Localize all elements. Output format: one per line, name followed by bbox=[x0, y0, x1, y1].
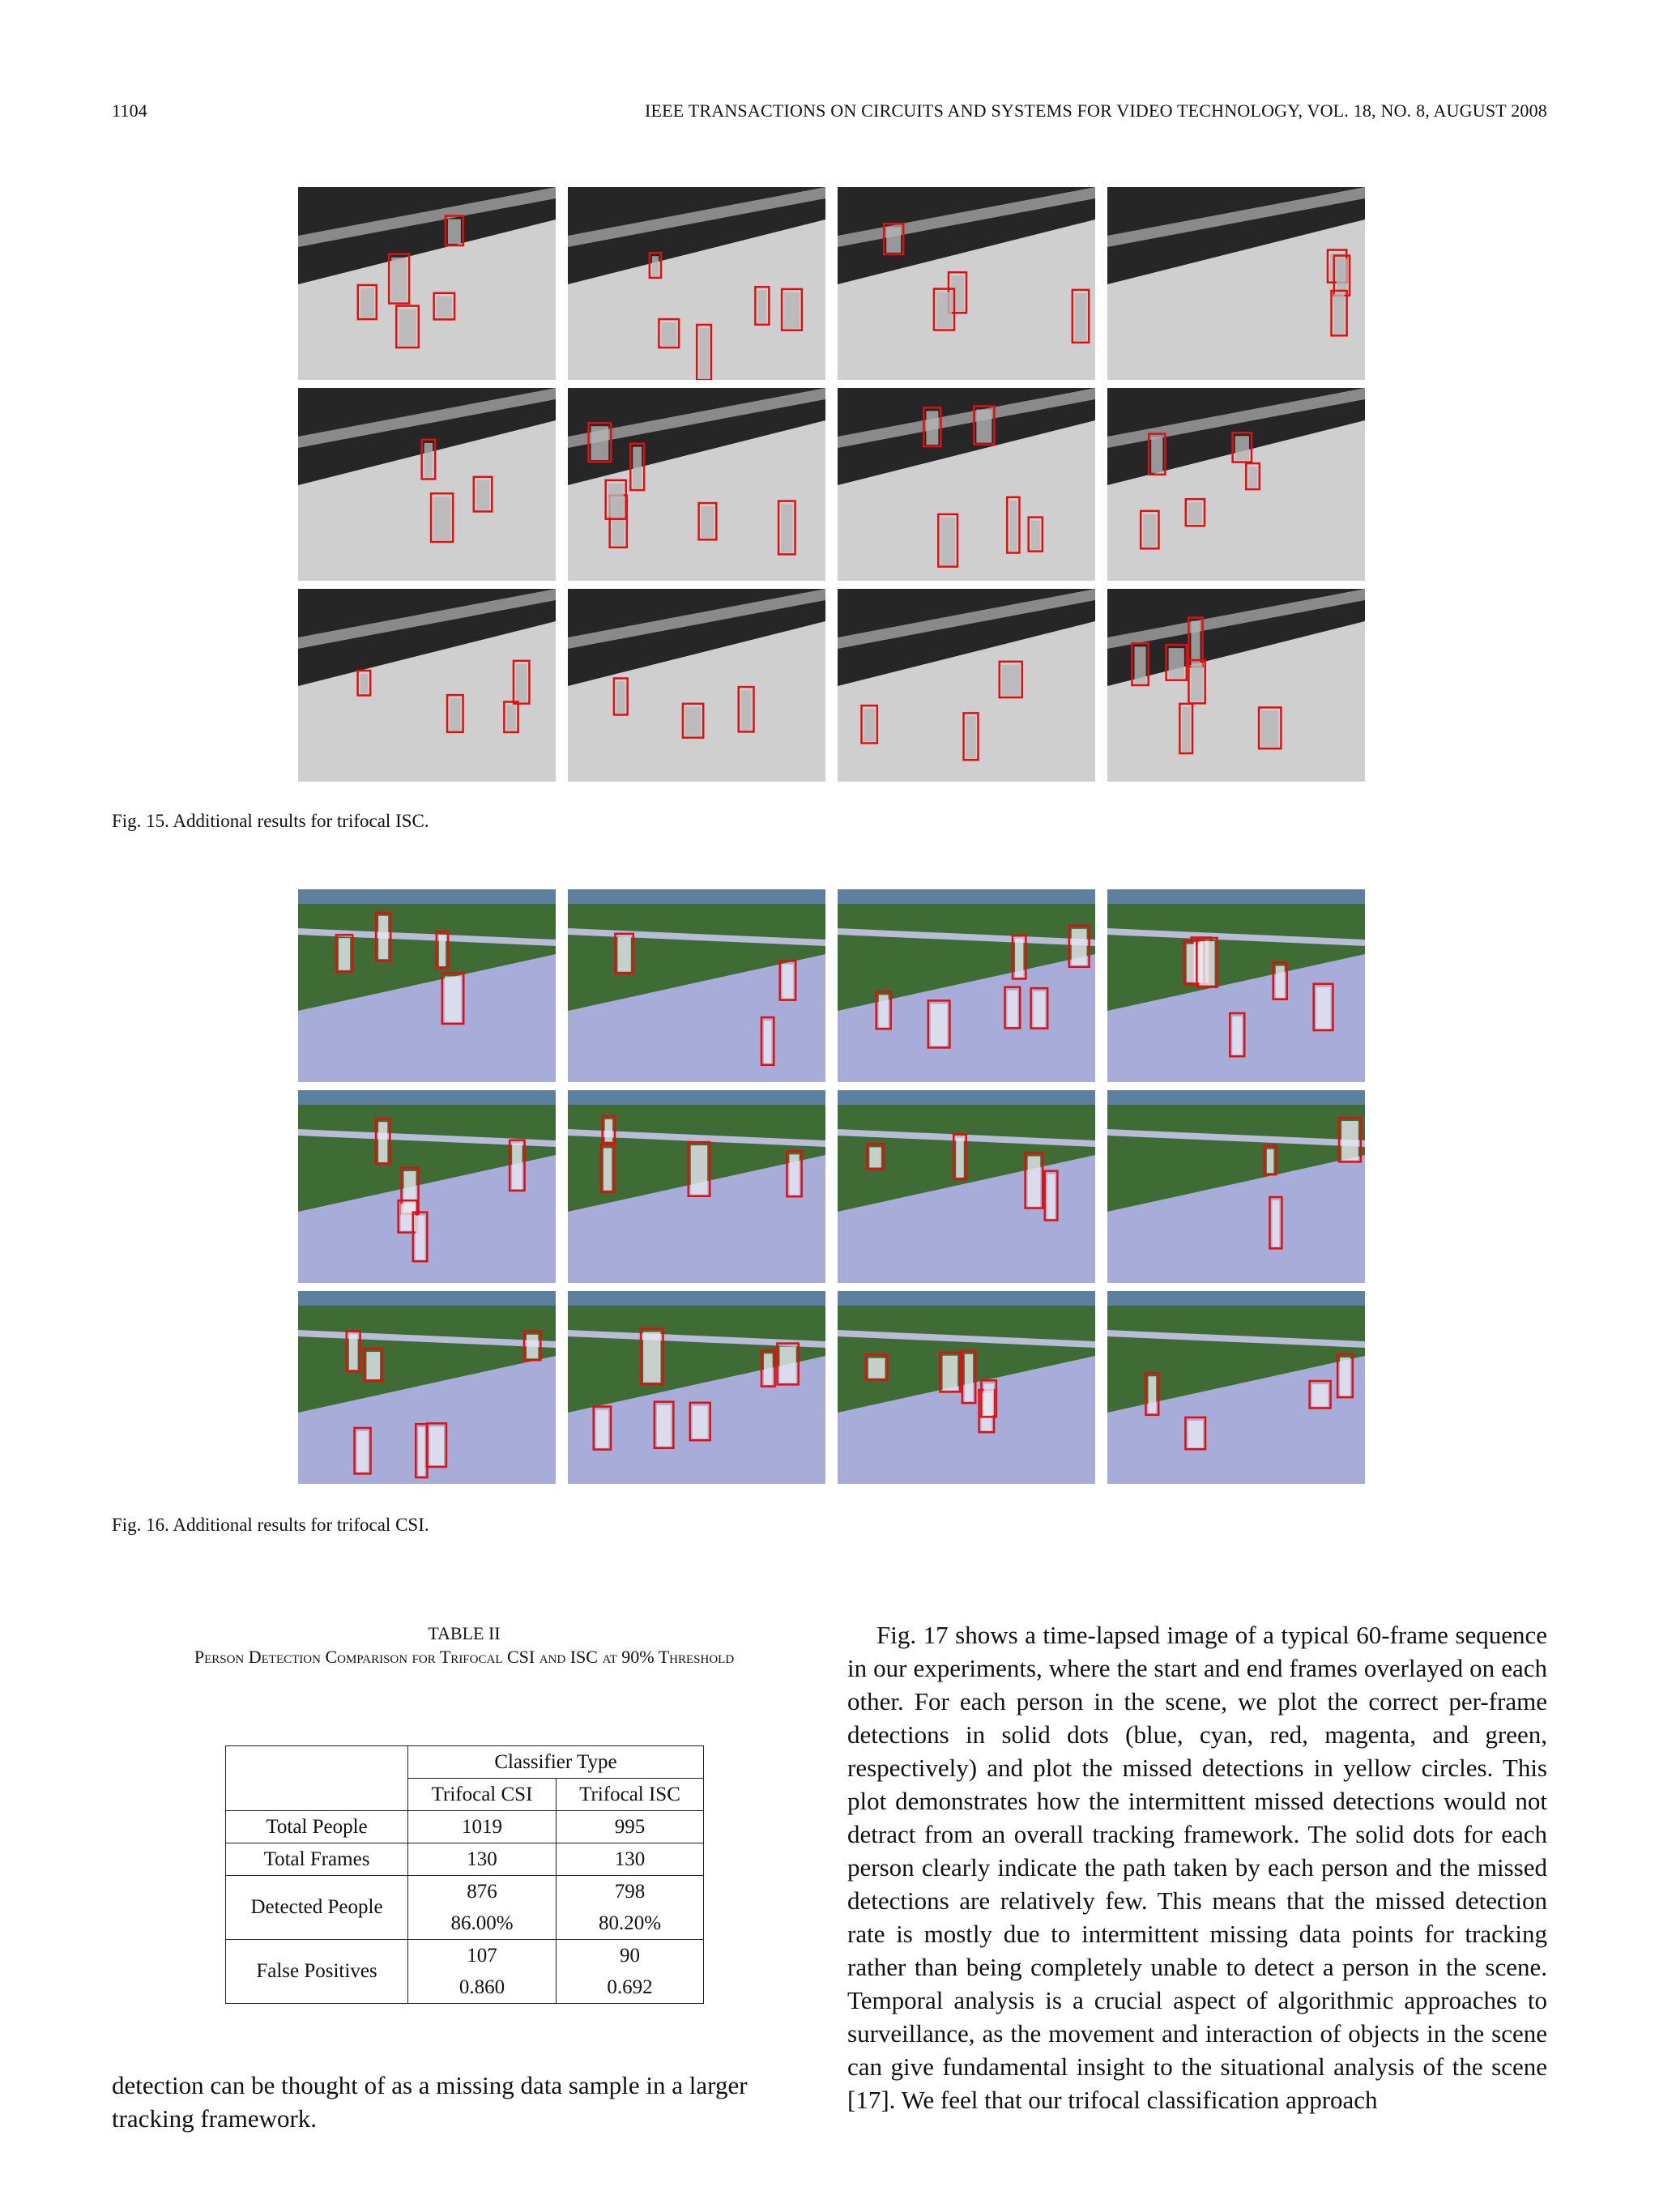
row-label: False Positives bbox=[226, 1940, 408, 2004]
table-cell: 130 bbox=[408, 1843, 557, 1876]
isc-result-frame bbox=[1107, 589, 1365, 782]
figure-16-caption: Fig. 16. Additional results for trifocal CSI. bbox=[112, 1515, 429, 1535]
body-text-right bbox=[847, 1618, 1547, 2116]
isc-result-frame bbox=[298, 589, 556, 782]
table-cell: 0.692 bbox=[557, 1971, 704, 2004]
table-cell: 876 bbox=[408, 1876, 557, 1908]
table-cell: 80.20% bbox=[557, 1907, 704, 1940]
table-row bbox=[226, 1876, 704, 1908]
journal-title: IEEE TRANSACTIONS ON CIRCUITS AND SYSTEMS FOR VIDEO TECHNOLOGY, VOL. 18, NO. 8, AUGUST 2008 bbox=[644, 100, 1547, 121]
table-cell: 86.00% bbox=[408, 1907, 557, 1940]
isc-result-frame bbox=[838, 388, 1095, 581]
table-cell: 90 bbox=[557, 1940, 704, 1972]
csi-result-frame bbox=[838, 1291, 1095, 1484]
isc-result-frame bbox=[568, 187, 825, 380]
csi-result-frame bbox=[1107, 1090, 1365, 1283]
csi-result-frame bbox=[298, 889, 556, 1082]
csi-result-frame bbox=[1107, 889, 1365, 1082]
isc-result-frame bbox=[838, 187, 1095, 380]
isc-result-frame bbox=[568, 589, 825, 782]
body-paragraph: Fig. 17 shows a time-lapsed image of a typical 60-frame sequence in our experiments, where the start and end frames overlayed on each other. For each person in the scene, we plot the correct per-frame detections in solid dots (blue, cyan, red, magenta, and green, respectively) and plot the missed detections in yellow circles. This plot demonstrates how the intermittent missed detections would not detract from an overall tracking framework. The solid dots for each person clearly indicate the path taken by each person and the missed detections are relatively few. This means that the missed detection rate is mostly due to intermittent missing data points for tracking rather than being completely unable to detect a person in the scene. Temporal analysis is a crucial aspect of algorithmic approaches to surveillance, as the movement and interaction of objects in the scene can give fundamental insight to the situational analysis of the scene [17]. We feel that our trifocal classification approach bbox=[847, 1621, 1547, 2114]
page-number: 1104 bbox=[112, 100, 147, 121]
csi-result-frame bbox=[1107, 1291, 1365, 1484]
csi-result-frame bbox=[568, 889, 825, 1082]
table-cell: 1019 bbox=[408, 1811, 557, 1843]
csi-result-frame bbox=[568, 1291, 825, 1484]
page-header bbox=[112, 100, 1547, 121]
csi-result-frame bbox=[298, 1090, 556, 1283]
row-label: Total Frames bbox=[226, 1843, 408, 1876]
table-col-header: Trifocal ISC bbox=[557, 1779, 704, 1811]
row-label: Detected People bbox=[226, 1876, 408, 1940]
body-text-left: detection can be thought of as a missing data sample in a larger tracking framework. bbox=[112, 2071, 748, 2133]
table-cell: 130 bbox=[557, 1843, 704, 1876]
figure-15-caption: Fig. 15. Additional results for trifocal ISC. bbox=[112, 811, 429, 831]
isc-result-frame bbox=[1107, 187, 1365, 380]
figure-16-grid bbox=[298, 889, 1366, 1484]
table-col-header: Trifocal CSI bbox=[408, 1779, 557, 1811]
csi-result-frame bbox=[568, 1090, 825, 1283]
isc-result-frame bbox=[298, 187, 556, 380]
table-label: TABLE II bbox=[428, 1623, 501, 1643]
table-cell: 798 bbox=[557, 1876, 704, 1908]
isc-result-frame bbox=[838, 589, 1095, 782]
csi-result-frame bbox=[298, 1291, 556, 1484]
table-title: Person Detection Comparison for Trifocal CSI and ISC at 90% Threshold bbox=[194, 1647, 735, 1667]
comparison-table bbox=[225, 1745, 704, 2004]
csi-result-frame bbox=[838, 1090, 1095, 1283]
csi-result-frame bbox=[838, 889, 1095, 1082]
isc-result-frame bbox=[568, 388, 825, 581]
table-cell: 995 bbox=[557, 1811, 704, 1843]
isc-result-frame bbox=[298, 388, 556, 581]
row-label: Total People bbox=[226, 1811, 408, 1843]
table-row bbox=[226, 1811, 704, 1843]
table-cell: 0.860 bbox=[408, 1971, 557, 2004]
isc-result-frame bbox=[1107, 388, 1365, 581]
table-group-header: Classifier Type bbox=[408, 1746, 704, 1779]
figure-15-grid bbox=[298, 187, 1366, 782]
table-row bbox=[226, 1843, 704, 1876]
table-cell: 107 bbox=[408, 1940, 557, 1972]
table-corner-cell bbox=[226, 1746, 408, 1811]
table-row bbox=[226, 1940, 704, 1972]
